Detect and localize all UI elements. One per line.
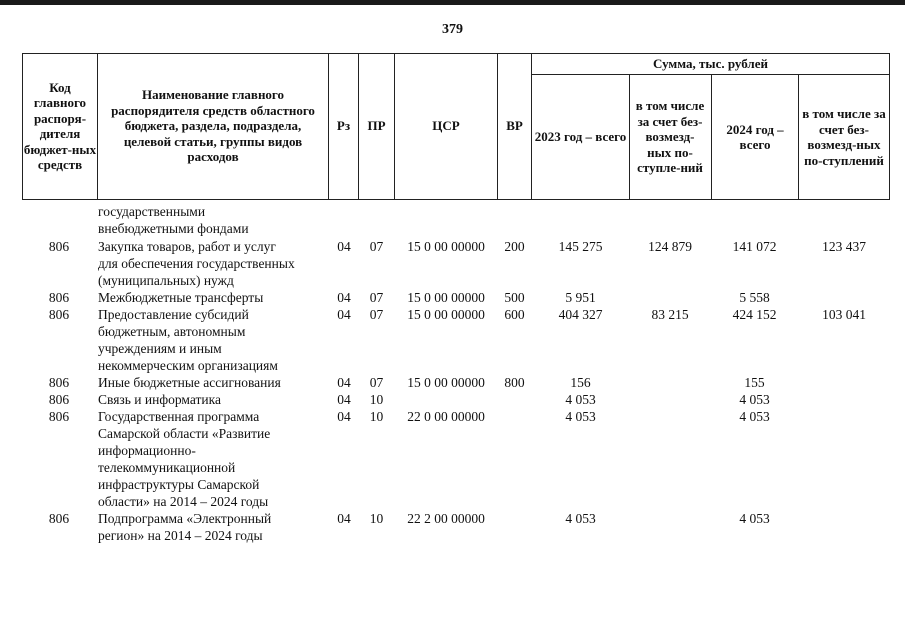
row-free-2024: 123 437 bbox=[822, 239, 866, 254]
header-bottom-border bbox=[22, 199, 890, 200]
row-sum-2024: 141 072 bbox=[732, 239, 777, 254]
row-csr: 15 0 00 00000 bbox=[407, 307, 485, 322]
row-code: 806 bbox=[48, 392, 70, 407]
row-name-line: Самарской области «Развитие bbox=[98, 426, 271, 441]
row-csr: 22 2 00 00000 bbox=[407, 511, 485, 526]
col-divider bbox=[798, 74, 799, 200]
row-sum-2023: 4 053 bbox=[565, 409, 596, 424]
row-sum-2024: 5 558 bbox=[739, 290, 770, 305]
row-vr: 500 bbox=[504, 290, 525, 305]
header-sum-group: Сумма, тыс. рублей bbox=[653, 55, 768, 71]
header-code: Код главного распоря-дителя бюджет-ных средств bbox=[23, 79, 97, 172]
row-sum-2023: 145 275 bbox=[558, 239, 603, 254]
row-sum-2023: 4 053 bbox=[565, 511, 596, 526]
row-free-2023: 83 215 bbox=[651, 307, 689, 322]
top-border-rule bbox=[0, 0, 905, 5]
row-sum-2023: 4 053 bbox=[565, 392, 596, 407]
row-rz: 04 bbox=[337, 392, 351, 407]
row-name-line: инфраструктуры Самарской bbox=[98, 477, 260, 492]
row-rz: 04 bbox=[337, 290, 351, 305]
row-csr: 22 0 00 00000 bbox=[407, 409, 485, 424]
row-name-line: Подпрограмма «Электронный bbox=[98, 511, 272, 526]
row-rz: 04 bbox=[337, 409, 351, 424]
header-csr: ЦСР bbox=[432, 118, 460, 134]
continuation-line: внебюджетными фондами bbox=[98, 221, 249, 236]
row-name-line: некоммерческим организациям bbox=[98, 358, 278, 373]
row-name-line: Межбюджетные трансферты bbox=[98, 290, 264, 305]
header-free-2023: в том числе за счет без-возмезд-ных по-ступле-ний bbox=[635, 98, 705, 176]
row-rz: 04 bbox=[337, 511, 351, 526]
row-name-line: Государственная программа bbox=[98, 409, 260, 424]
row-pr: 10 bbox=[369, 392, 384, 407]
row-vr: 600 bbox=[504, 307, 525, 322]
row-sum-2024: 424 152 bbox=[732, 307, 777, 322]
header-sum-2023: 2023 год – всего bbox=[534, 129, 627, 145]
row-rz: 04 bbox=[337, 375, 351, 390]
header-sum-2024: 2024 год – всего bbox=[726, 121, 784, 152]
row-sum-2024: 155 bbox=[744, 375, 765, 390]
row-vr: 200 bbox=[504, 239, 525, 254]
page-number: 379 bbox=[442, 22, 463, 37]
row-sum-2023: 156 bbox=[570, 375, 591, 390]
row-pr: 10 bbox=[369, 409, 384, 424]
row-free-2023: 124 879 bbox=[648, 239, 692, 254]
row-name-line: телекоммуникационной bbox=[98, 460, 236, 475]
row-pr: 07 bbox=[369, 239, 384, 254]
row-csr: 15 0 00 00000 bbox=[407, 239, 485, 254]
row-code: 806 bbox=[48, 239, 70, 254]
row-name-line: учреждениям и иным bbox=[98, 341, 222, 356]
row-pr: 07 bbox=[369, 290, 384, 305]
row-code: 806 bbox=[48, 375, 70, 390]
row-name-line: (муниципальных) нужд bbox=[98, 273, 234, 288]
row-name-line: Предоставление субсидий bbox=[98, 307, 249, 322]
row-code: 806 bbox=[48, 307, 70, 322]
col-divider bbox=[531, 53, 532, 200]
col-divider bbox=[629, 74, 630, 200]
row-name-line: для обеспечения государственных bbox=[98, 256, 295, 271]
col-divider bbox=[711, 74, 712, 200]
header-pr: ПР bbox=[367, 118, 386, 134]
row-name-line: регион» на 2014 – 2024 годы bbox=[98, 528, 263, 543]
row-name-line: области» на 2014 – 2024 годы bbox=[98, 494, 269, 509]
row-free-2024: 103 041 bbox=[822, 307, 866, 322]
row-pr: 10 bbox=[369, 511, 384, 526]
row-sum-2023: 5 951 bbox=[565, 290, 596, 305]
header-rz: Рз bbox=[336, 118, 351, 134]
row-sum-2024: 4 053 bbox=[739, 511, 770, 526]
row-code: 806 bbox=[48, 409, 70, 424]
row-sum-2024: 4 053 bbox=[739, 392, 770, 407]
row-name-line: Закупка товаров, работ и услуг bbox=[98, 239, 276, 254]
row-sum-2024: 4 053 bbox=[739, 409, 770, 424]
col-divider bbox=[889, 53, 890, 200]
row-pr: 07 bbox=[369, 307, 384, 322]
row-sum-2023: 404 327 bbox=[558, 307, 603, 322]
header-free-2024: в том числе за счет без-возмезд-ных по-ступлений bbox=[802, 106, 886, 168]
row-name-line: бюджетным, автономным bbox=[98, 324, 246, 339]
row-name-line: Иные бюджетные ассигнования bbox=[98, 375, 281, 390]
row-name-line: Связь и информатика bbox=[98, 392, 221, 407]
row-rz: 04 bbox=[337, 307, 351, 322]
row-rz: 04 bbox=[337, 239, 351, 254]
header-vr: ВР bbox=[506, 118, 523, 134]
col-divider bbox=[97, 53, 98, 200]
row-csr: 15 0 00 00000 bbox=[407, 290, 485, 305]
row-vr: 800 bbox=[504, 375, 525, 390]
row-code: 806 bbox=[48, 511, 70, 526]
row-code: 806 bbox=[48, 290, 70, 305]
table-header bbox=[22, 53, 890, 200]
row-csr: 15 0 00 00000 bbox=[407, 375, 485, 390]
row-pr: 07 bbox=[369, 375, 384, 390]
row-name-line: информационно- bbox=[98, 443, 196, 458]
header-name: Наименование главного распорядителя средств областного бюджета, раздела, подраздела, целевой статьи, группы видов расходов bbox=[111, 87, 315, 165]
continuation-line: государственными bbox=[98, 204, 206, 219]
